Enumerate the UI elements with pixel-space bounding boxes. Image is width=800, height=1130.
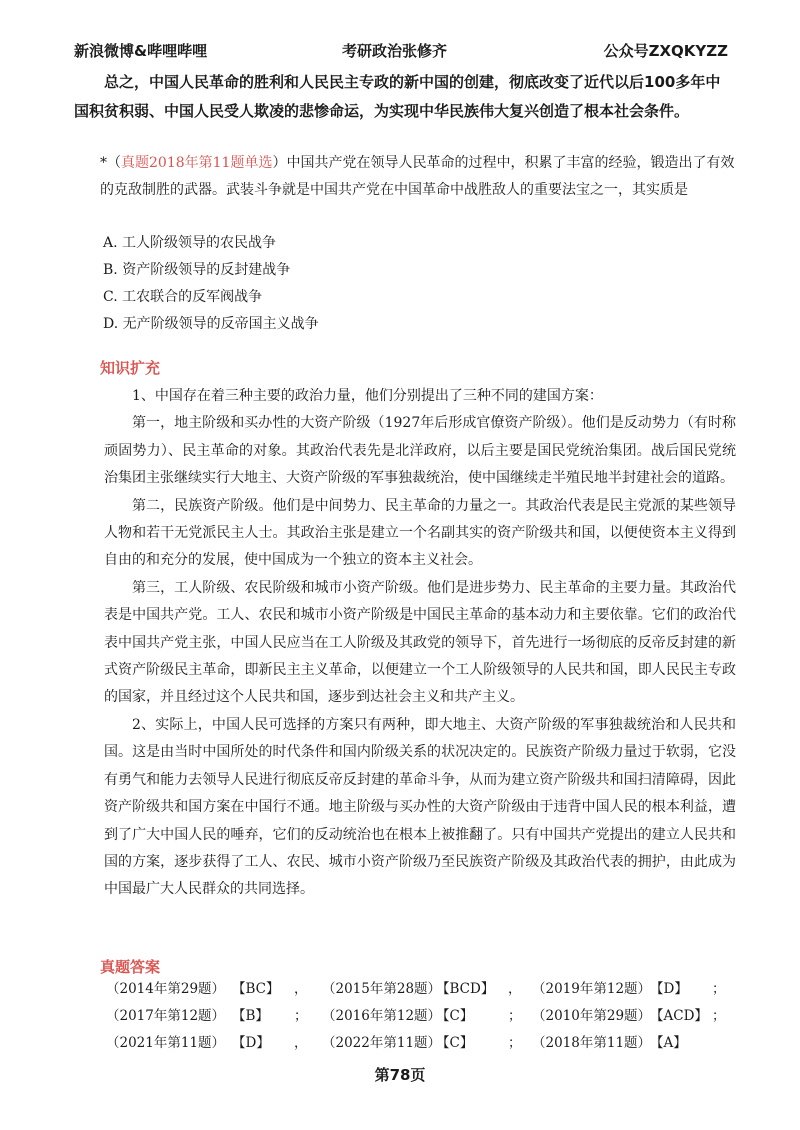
- answer-separator: ；: [294, 1008, 308, 1024]
- header-author: 考研政治张修齐: [342, 42, 448, 60]
- knowledge-paragraph-2: 第一，地主阶级和买办性的大资产阶级（1927年后形成官僚资产阶级）。他们是反动势力（有时称顽固势力）、民主革命的对象。其政治代表先是北洋政府，以后主要是国民党统治集团。战后国民党统治集团主张继续实行大地主、大资产阶级的军事独裁统治，使中国继续走半殖民地半封建社会的道路。: [104, 415, 736, 487]
- answer-value: 【D】: [650, 981, 688, 997]
- page-number: 第78页: [374, 1066, 426, 1084]
- answer-separator: ；: [712, 1008, 726, 1024]
- answer-separator: ；: [712, 981, 726, 997]
- knowledge-paragraph-1: 1、中国存在着三种主要的政治力量，他们分别提出了三种不同的建国方案：: [132, 388, 603, 404]
- question-stem: [100, 150, 736, 204]
- answer-question: （2022年第11题）: [322, 1035, 442, 1051]
- answer-separator: ，: [508, 981, 522, 997]
- question-block: [100, 150, 736, 204]
- knowledge-paragraph-5: 2、实际上，中国人民可选择的方案只有两种，即大地主、大资产阶级的军事独裁统治和人民共和国。这是由当时中国所处的时代条件和国内阶级关系的状况决定的。民族资产阶级力量过于软弱，它没有勇气和能力去领导人民进行彻底反帝反封建的革命斗争，从而为建立资产阶级共和国扫清障碍，因此资产阶级共和国方案在中国行不通。地主阶级与买办性的大资产阶级由于违背中国人民的根本利益，遭到了广大中国人民的唾弃，它们的反动统治也在根本上被推翻了。只有中国共产党提出的建立人民共和国的方案，逐步获得了工人、农民、城市小资产阶级乃至民族资产阶级及其政治代表的拥护，由此成为中国最广大人民群众的共同选择。: [104, 716, 736, 898]
- answer-row: [106, 976, 736, 1003]
- answer-value: 【A】: [650, 1035, 687, 1051]
- option-a: A. 工人阶级领导的农民战争: [103, 235, 277, 251]
- question-marker: *（: [100, 155, 121, 171]
- answer-value: 【D】: [232, 1035, 270, 1051]
- answer-row: [106, 1003, 736, 1030]
- knowledge-paragraph-4: 第三，工人阶级、农民阶级和城市小资产阶级。他们是进步势力、民主革命的主要力量。其政治代表是中国共产党。工人、农民和城市小资产阶级是中国民主革命的基本动力和主要依靠。它们的政治代表中国共产党主张，中国人民应当在工人阶级及其政党的领导下，首先进行一场彻底的反帝反封建的新式资产阶级民主革命，即新民主主义革命，以便建立一个工人阶级领导的人民共和国，即人民民主专政的国家，并且经过这个人民共和国，逐步到达社会主义和共产主义。: [104, 579, 736, 706]
- knowledge-title: 知识扩充: [100, 359, 161, 377]
- answer-question: （2016年第12题）: [322, 1008, 442, 1024]
- knowledge-paragraph-3: 第二，民族资产阶级。他们是中间势力、民主革命的力量之一。其政治代表是民主党派的某些领导人物和若干无党派民主人士。其政治主张是建立一个名副其实的资产阶级共和国，以便使资本主义得到自由的和充分的发展，使中国成为一个独立的资本主义社会。: [104, 497, 736, 569]
- answer-question: （2019年第12题）: [532, 981, 652, 997]
- question-source: 真题2018年第11题单选: [121, 155, 273, 171]
- answer-question: （2010年第29题）: [532, 1008, 652, 1024]
- knowledge-body: [104, 383, 736, 904]
- answer-question: （2015年第28题）: [322, 981, 442, 997]
- option-c: C. 工农联合的反军阀战争: [103, 289, 263, 305]
- page-header: [74, 40, 728, 64]
- answer-question: （2021年第11题）: [106, 1035, 226, 1051]
- option-b: B. 资产阶级领导的反封建战争: [103, 262, 291, 278]
- answer-separator: ，: [294, 981, 308, 997]
- answer-question: （2014年第29题）: [106, 981, 226, 997]
- answer-row: [106, 1030, 736, 1057]
- options-list: [103, 230, 319, 338]
- option-d: D. 无产阶级领导的反帝国主义战争: [103, 316, 319, 332]
- answer-value: 【B】: [232, 1008, 269, 1024]
- answer-separator: ；: [508, 1035, 522, 1051]
- answer-question: （2018年第11题）: [532, 1035, 652, 1051]
- answer-value: 【C】: [436, 1035, 474, 1051]
- answer-separator: ；: [508, 1008, 522, 1024]
- answers-table: [106, 976, 736, 1057]
- answer-value: 【ACD】: [650, 1008, 708, 1024]
- answer-question: （2017年第12题）: [106, 1008, 226, 1024]
- answer-separator: ，: [294, 1035, 308, 1051]
- answer-value: 【BCD】: [436, 981, 495, 997]
- answers-title: 真题答案: [100, 958, 161, 976]
- summary-paragraph: 总之，中国人民革命的胜利和人民民主专政的新中国的创建，彻底改变了近代以后100多年中国积贫积弱、中国人民受人欺凌的悲惨命运，为实现中华民族伟大复兴创造了根本社会条件。: [74, 73, 721, 120]
- answer-value: 【C】: [436, 1008, 474, 1024]
- header-weibo-bilibili: 新浪微博&哔哩哔哩: [74, 42, 208, 60]
- header-wechat-account: 公众号ZXQKYZZ: [603, 42, 728, 60]
- question-text: ）中国共产党在领导人民革命的过程中，积累了丰富的经验，锻造出了有效的克敌制胜的武器。武装斗争就是中国共产党在中国革命中战胜敌人的重要法宝之一，其实质是: [100, 155, 735, 198]
- answer-value: 【BC】: [232, 981, 280, 997]
